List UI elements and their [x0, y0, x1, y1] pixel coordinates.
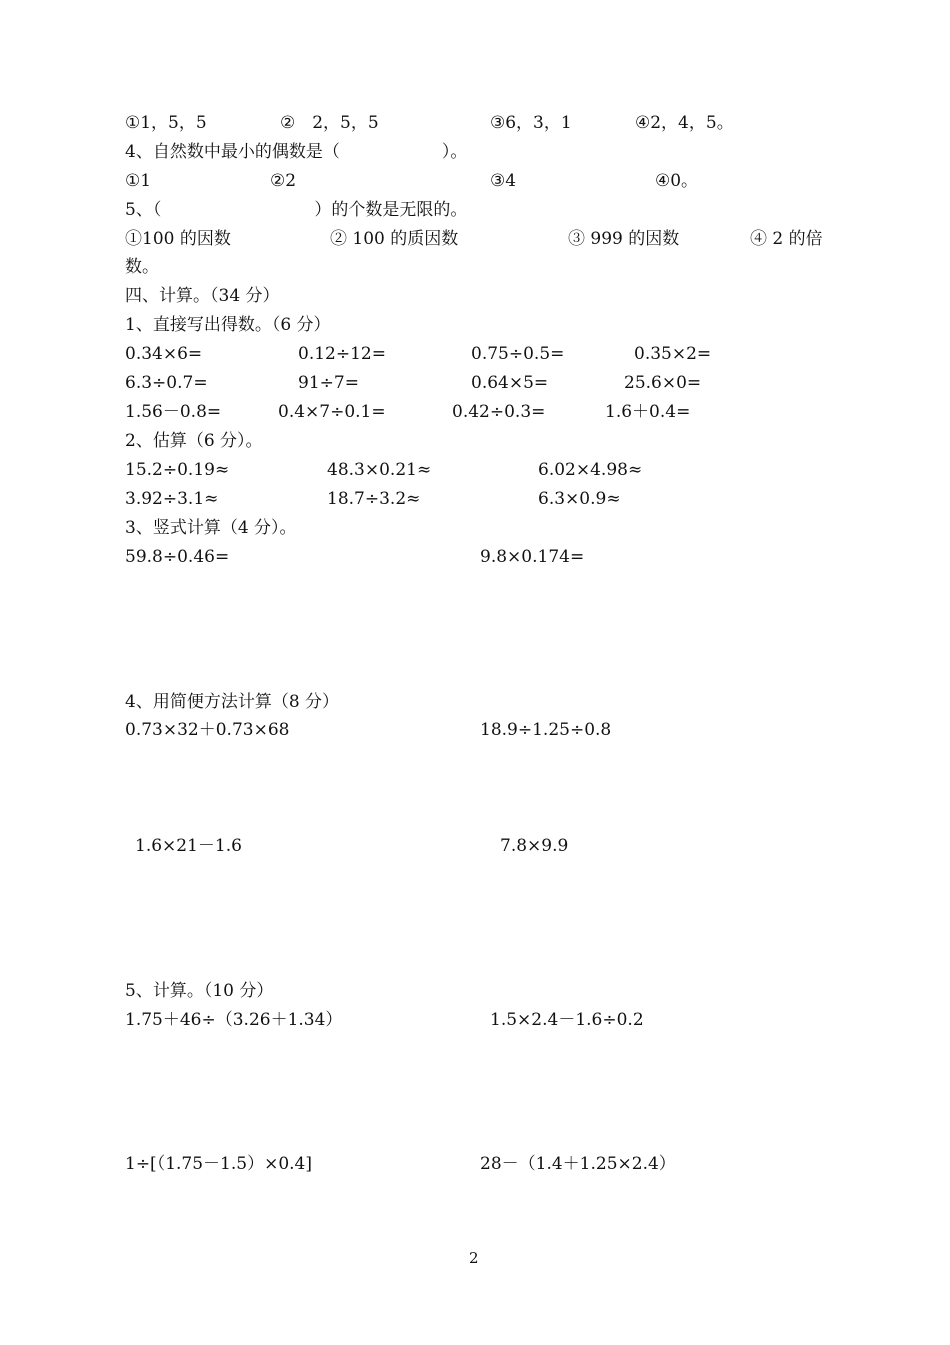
part1-r1-c1: 0.34×6= [125, 344, 203, 364]
part1-r1-c4: 0.35×2= [634, 344, 712, 364]
q5-option-3: ③ 999 的因数 [568, 229, 680, 249]
q5-option-4-wrap: 数。 [125, 257, 159, 277]
q3-option-4: ④2，4，5。 [635, 113, 734, 133]
q4-text: 4、自然数中最小的偶数是（ ）。 [125, 142, 468, 162]
part5-item-2: 1.5×2.4－1.6÷0.2 [490, 1010, 644, 1030]
part2-r1-c3: 6.02×4.98≈ [538, 460, 643, 480]
part1-r2-c4: 25.6×0= [624, 373, 702, 393]
part2-r1-c2: 48.3×0.21≈ [327, 460, 432, 480]
part4-item-4: 7.8×9.9 [500, 836, 569, 856]
part5-item-4: 28－（1.4＋1.25×2.4） [480, 1154, 676, 1174]
part4-item-2: 18.9÷1.25÷0.8 [480, 720, 612, 740]
part1-r3-c1: 1.56－0.8= [125, 402, 222, 422]
q3-option-2: ② 2，5，5 [280, 113, 379, 133]
q5-text: 5、（ ）的个数是无限的。 [125, 200, 468, 220]
part1-r1-c2: 0.12÷12= [298, 344, 386, 364]
q4-option-2: ②2 [270, 171, 297, 191]
part2-title: 2、估算（6 分）。 [125, 431, 263, 451]
q5-option-1: ①100 的因数 [125, 229, 231, 249]
part4-title: 4、用简便方法计算（8 分） [125, 692, 340, 712]
part2-r2-c2: 18.7÷3.2≈ [327, 489, 421, 509]
q3-option-3: ③6，3，1 [490, 113, 572, 133]
part4-item-3: 1.6×21－1.6 [135, 836, 242, 856]
q4-option-1: ①1 [125, 171, 152, 191]
part1-r3-c3: 0.42÷0.3= [452, 402, 546, 422]
part2-r2-c3: 6.3×0.9≈ [538, 489, 621, 509]
part1-r1-c3: 0.75÷0.5= [471, 344, 565, 364]
part3-item-2: 9.8×0.174= [480, 547, 585, 567]
part4-item-1: 0.73×32＋0.73×68 [125, 720, 290, 740]
part1-r3-c2: 0.4×7÷0.1= [278, 402, 386, 422]
q3-option-1: ①1，5，5 [125, 113, 207, 133]
part1-r3-c4: 1.6＋0.4= [605, 402, 691, 422]
part5-item-3: 1÷[（1.75－1.5）×0.4] [125, 1154, 312, 1174]
q4-option-4: ④0。 [655, 171, 699, 191]
part1-r2-c3: 0.64×5= [471, 373, 549, 393]
part2-r1-c1: 15.2÷0.19≈ [125, 460, 230, 480]
part1-r2-c1: 6.3÷0.7= [125, 373, 208, 393]
part2-r2-c1: 3.92÷3.1≈ [125, 489, 219, 509]
part5-title: 5、计算。（10 分） [125, 981, 274, 1001]
q5-option-2: ② 100 的质因数 [330, 229, 459, 249]
part5-item-1: 1.75＋46÷（3.26＋1.34） [125, 1010, 343, 1030]
part3-title: 3、竖式计算（4 分）。 [125, 518, 297, 538]
section4-title: 四、计算。（34 分） [125, 286, 280, 306]
q4-option-3: ③4 [490, 171, 517, 191]
q5-option-4: ④ 2 的倍 [750, 229, 823, 249]
page-number: 2 [469, 1249, 479, 1267]
part1-title: 1、直接写出得数。（6 分） [125, 315, 331, 335]
part1-r2-c2: 91÷7= [298, 373, 359, 393]
part3-item-1: 59.8÷0.46= [125, 547, 230, 567]
